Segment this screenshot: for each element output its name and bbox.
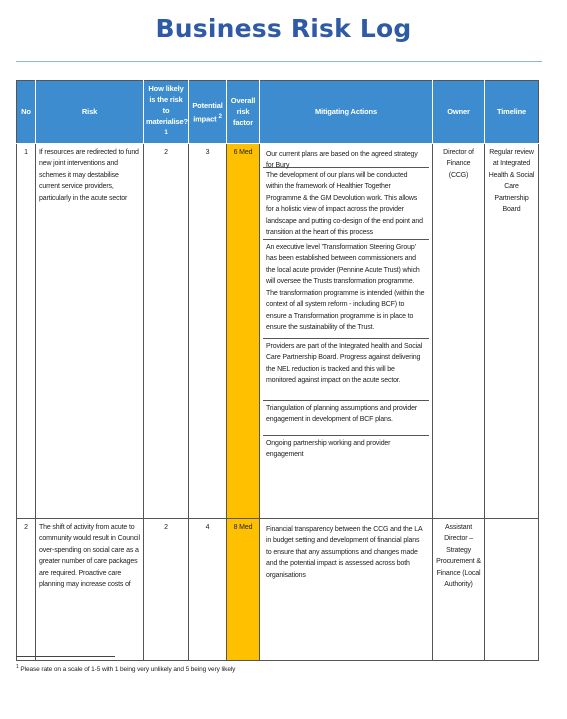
table-header-row (17, 81, 539, 144)
timeline-cell (485, 518, 539, 660)
table-row (17, 518, 539, 660)
mitigating-action: Our current plans are based on the agreed strategy for Bury (263, 147, 429, 168)
owner-cell: Assistant Director – Strategy Procurement & Finance (Local Authority) (433, 518, 485, 660)
row-number: 2 (17, 518, 36, 660)
risk-log-table (16, 80, 539, 661)
row-number: 1 (17, 143, 36, 518)
header-likelihood: How likely is the risk to materialise? $^1$ (144, 81, 189, 144)
footnote-marker: 1 (16, 664, 19, 670)
footnote-ref-1: 1 (164, 129, 168, 136)
footnote (16, 664, 235, 673)
owner-cell: Director of Finance (CCG) (433, 143, 485, 518)
overall-risk-value: 6 Med (227, 143, 260, 518)
mitigating-action: Ongoing partnership working and provider engagement (266, 439, 391, 458)
mitigating-actions-cell (260, 143, 433, 518)
page-title: Business Risk Log (155, 14, 412, 43)
timeline-cell: Regular review at Integrated Health & Social Care Partnership Board (485, 143, 539, 518)
mitigating-action: Triangulation of planning assumptions and provider engagement in development of BCF plans. (263, 401, 429, 436)
mitigating-action: An executive level 'Transformation Steering Group' has been established between commissioners and the local acute provider (Pennine Acute Trust) which will oversee the Trusts transformation programme. The transformation programme is intended (within the context of all system reform - including BCF) to ensure a Transformation programme is in place to ensure the sustainability of the Trust. (263, 240, 429, 339)
header-timeline: Timeline (485, 81, 539, 144)
likelihood-value: 2 (144, 518, 189, 660)
header-impact: Potential impact $^2$ (189, 81, 227, 144)
likelihood-value: 2 (144, 143, 189, 518)
header-mitigating-actions: Mitigating Actions (260, 81, 433, 144)
header-risk: Risk (36, 81, 144, 144)
mitigating-actions-cell (260, 518, 433, 660)
overall-risk-value: 8 Med (227, 518, 260, 660)
footnote-text: Please rate on a scale of 1-5 with 1 being very unlikely and 5 being very likely (20, 666, 236, 674)
risk-description: The shift of activity from acute to community would result in Council over-spending on social care as a greater number of care packages are required. Proactive care planning may increase costs of (36, 518, 144, 660)
footnote-ref-2: 2 (218, 112, 222, 120)
header-owner: Owner (433, 81, 485, 144)
table-row (17, 143, 539, 518)
mitigating-action: Financial transparency between the CCG and the LA in budget setting and development of financial plans to ensure that any assumptions and changes made and the potential impact is assessed across both organisations (266, 525, 423, 579)
mitigating-action: Providers are part of the Integrated health and Social Care Partnership Board. Progress against delivering the NEL reduction is tracked and this will be monitored against impact on the acute sector. (263, 339, 429, 401)
impact-value: 3 (189, 143, 227, 518)
footnote-divider (16, 656, 115, 657)
impact-value: 4 (189, 518, 227, 660)
title-divider (16, 61, 542, 62)
risk-description: If resources are redirected to fund new joint interventions and schemes it may destabilise current service providers, particularly in the acute sector (36, 143, 144, 518)
mitigating-action: The development of our plans will be conducted within the framework of Healthier Together Programme & the GM Devolution work. This allows for a holistic view of impact across the provider landscape and putting co-design of the end point and transition at the heart of this process (263, 168, 429, 240)
header-no: No (17, 81, 36, 144)
header-overall-risk: Overall risk factor (227, 81, 260, 144)
